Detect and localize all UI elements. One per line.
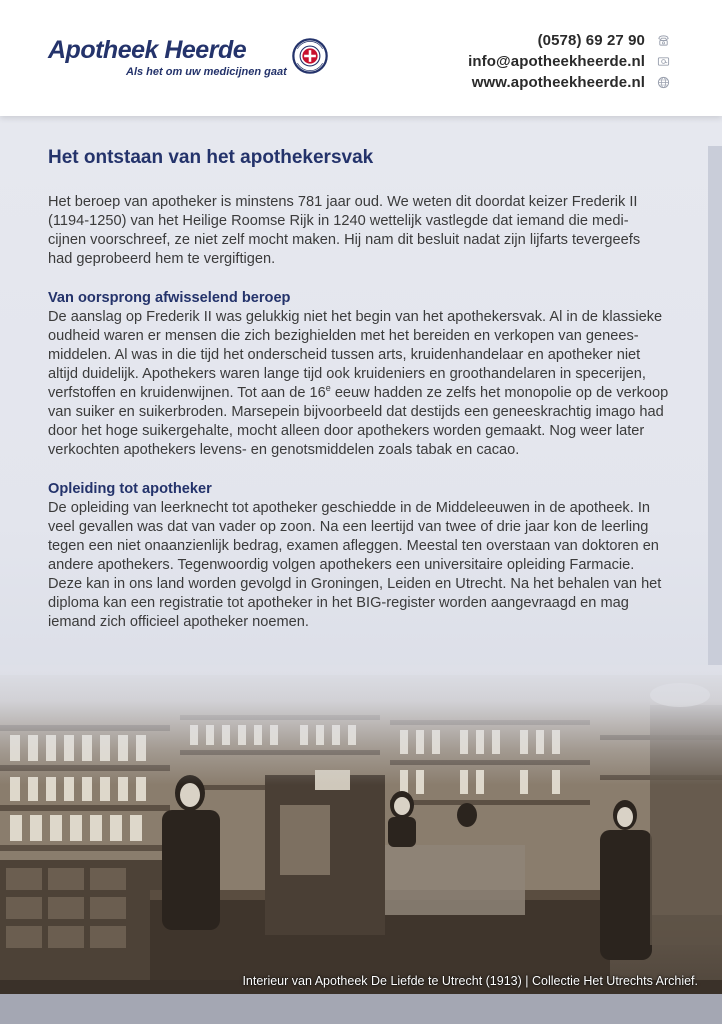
section-origin xyxy=(48,289,678,460)
section-line: veel gevallen was dat van vader op zoon. Na een leertijd van twee of drie jaar kon de leerling xyxy=(48,519,649,535)
photo-caption: Interieur van Apotheek De Liefde te Utrecht (1913) | Collectie Het Utrechts Archief. xyxy=(242,974,698,988)
phone-icon xyxy=(657,34,670,47)
contact-email-row[interactable] xyxy=(468,51,670,72)
section-line: door het hoge suikergehalte, mocht alleen door apothekers worden gemaakt. Nog weer later xyxy=(48,423,645,439)
section-line: middelen. Al was in die tijd het onderscheid tussen arts, kruidenhandelaar en apotheker niet xyxy=(48,347,641,363)
section-line: De opleiding van leerknecht tot apotheker geschiedde in de Middeleeuwen in de apotheek. In xyxy=(48,500,651,516)
article-title: Het ontstaan van het apothekersvak xyxy=(48,147,374,168)
service-apotheek-seal-icon xyxy=(292,38,328,74)
pharmacy-logo[interactable] xyxy=(48,36,287,78)
page-header xyxy=(0,0,722,116)
century-superscript: e xyxy=(325,383,331,394)
intro-line: (1194-1250) van het Heilige Roomse Rijk in 1240 wettelijk vastlegde dat iemand die medi- xyxy=(48,213,629,229)
section-line: altijd duidelijk. Apothekers waren lange tijd ook kruideniers en groothandelaren in specerijen, xyxy=(48,366,646,382)
email-icon xyxy=(657,55,670,68)
contact-phone-row[interactable] xyxy=(468,30,670,51)
intro-paragraph xyxy=(48,193,678,269)
intro-line: Het beroep van apotheker is minstens 781 jaar oud. We weten dit doordat keizer Frederik II xyxy=(48,194,638,210)
phone-number[interactable]: (0578) 69 27 90 xyxy=(537,32,645,49)
logo-tagline: Als het om uw medicijnen gaat xyxy=(126,66,287,78)
section-line-with-superscript xyxy=(48,384,678,403)
section-line: De aanslag op Frederik II was gelukkig niet het begin van het apothekersvak. Al in de klassieke xyxy=(48,309,663,325)
intro-line: cijnen voorschreef, ze niet zelf mocht maken. Hij nam dit besluit nadat zijn lijfarts tevergeefs xyxy=(48,232,641,248)
article xyxy=(48,146,678,632)
line-end: eeuw hadden ze zelfs het monopolie op de verkoop xyxy=(330,385,669,401)
contact-website-row[interactable] xyxy=(468,72,670,93)
section-line: oudheid waren er mensen die zich bezighielden met het bereiden en verkopen van genees- xyxy=(48,328,639,344)
intro-line: had geprobeerd hem te vergiftigen. xyxy=(48,251,276,267)
section-education xyxy=(48,480,678,632)
section-heading-education: Opleiding tot apotheker xyxy=(48,481,212,497)
email-address[interactable]: info@apotheekheerde.nl xyxy=(468,53,645,70)
section-line: andere apothekers. Tegenwoordig volgen apothekers een universitaire opleiding Farmacie. xyxy=(48,557,635,573)
line-start: verfstoffen en kruidenwijnen. Tot aan de 16 xyxy=(48,385,326,401)
section-line: iemand zich officieel apotheker noemen. xyxy=(48,614,309,630)
contact-block xyxy=(468,30,670,93)
globe-icon xyxy=(657,76,670,89)
section-line: van suiker en suikerbroden. Marsepein bijvoorbeeld dat destijds een geneeskrachtig imago had xyxy=(48,404,664,420)
section-heading-origin: Van oorsprong afwisselend beroep xyxy=(48,290,291,306)
section-line: verkochten apothekers levens- en genotsmiddelen zoals tabak en cacao. xyxy=(48,442,520,458)
section-line: diploma kan een registratie tot apotheker in het BIG-register worden aangevraagd en mag xyxy=(48,595,629,611)
section-line: tegen een niet onaanzienlijk bedrag, examen afleggen. Meestal ten overstaan van doktoren en xyxy=(48,538,659,554)
logo-name: Apotheek Heerde xyxy=(48,36,247,64)
photo-top-fade xyxy=(0,665,722,785)
photo-bottom-band xyxy=(0,994,722,1024)
section-line: Deze kan in ons land worden gevolgd in Groningen, Leiden en Utrecht. Na het behalen van het xyxy=(48,576,662,592)
historic-pharmacy-photo xyxy=(0,665,722,1024)
website-url[interactable]: www.apotheekheerde.nl xyxy=(471,74,645,91)
